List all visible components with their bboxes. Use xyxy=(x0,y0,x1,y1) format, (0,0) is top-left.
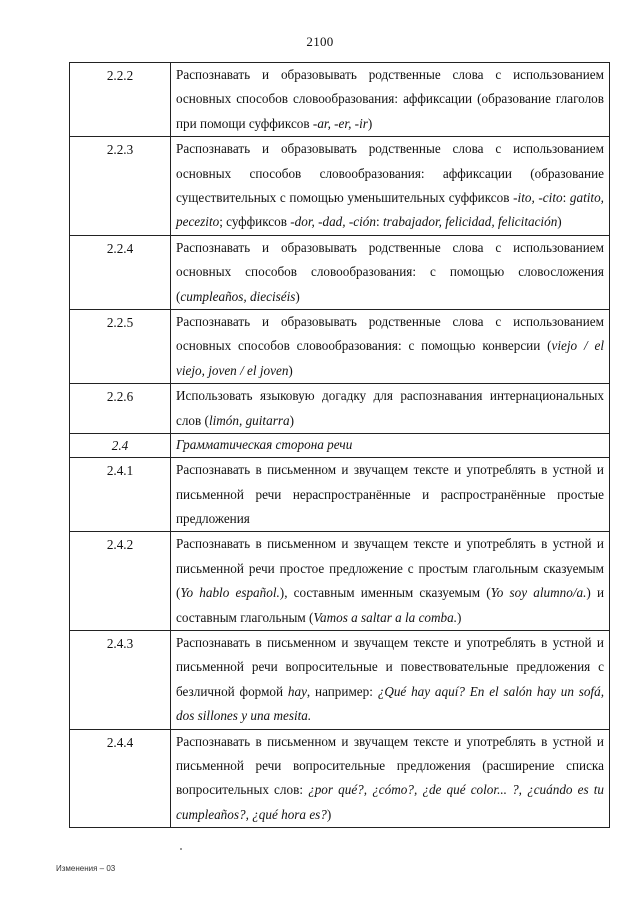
table-row xyxy=(70,458,610,532)
row-code: 2.4.1 xyxy=(70,458,171,532)
row-code: 2.4.4 xyxy=(70,729,171,828)
table-row xyxy=(70,235,610,309)
row-code: 2.2.4 xyxy=(70,235,171,309)
row-description: Распознавать в письменном и звучащем тексте и употреблять в устной и письменной речи вопросительные предложения (расширение списка вопросительных слов: ¿por qué?, ¿cómo?, ¿de qué color... ?, ¿cuándo es tu cumpleaños?, ¿qué hora es?) xyxy=(171,729,610,828)
row-description: Распознавать в письменном и звучащем тексте и употреблять в устной и письменной речи вопросительные и повествовательные предложения с безличной формой hay, например: ¿Qué hay aquí? En el salón hay un sofá, dos sillones y una mesita. xyxy=(171,630,610,729)
table-row xyxy=(70,310,610,384)
row-code: 2.2.3 xyxy=(70,137,171,236)
footer-revision: Изменения – 03 xyxy=(56,864,116,873)
row-code: 2.2.6 xyxy=(70,384,171,434)
table-row xyxy=(70,729,610,828)
section-row xyxy=(70,434,610,458)
row-description: Распознавать в письменном и звучащем тексте и употреблять в устной и письменной речи простое предложение с простым глагольным сказуемым (Yo hablo español.), составным именным сказуемым (Yo soy alumno/a.) и составным глагольным (Vamos a saltar a la comba.) xyxy=(171,532,610,631)
table-row xyxy=(70,137,610,236)
row-code: 2.4.2 xyxy=(70,532,171,631)
row-description: Распознавать и образовывать родственные слова с использованием основных способов словообразования: с помощью конверсии (viejo / el viejo, joven / el joven) xyxy=(171,310,610,384)
row-code: 2.2.5 xyxy=(70,310,171,384)
table-row xyxy=(70,63,610,137)
row-description: Распознавать и образовывать родственные слова с использованием основных способов словообразования: аффиксации (образование глаголов при помощи суффиксов -ar, -er, -ir) xyxy=(171,63,610,137)
table-body xyxy=(70,63,610,828)
table-row xyxy=(70,630,610,729)
row-code: 2.4 xyxy=(70,434,171,458)
row-description: Распознавать в письменном и звучащем тексте и употреблять в устной и письменной речи нераспространённые и распространённые простые предложения xyxy=(171,458,610,532)
curriculum-table xyxy=(69,62,610,828)
table-row xyxy=(70,532,610,631)
section-title: Грамматическая сторона речи xyxy=(171,434,610,458)
row-description: Использовать языковую догадку для распознавания интернациональных слов (limón, guitarra) xyxy=(171,384,610,434)
row-description: Распознавать и образовывать родственные слова с использованием основных способов словообразования: аффиксации (образование существительных с помощью уменьшительных суффиксов -ito, -cito: gatito, pecezito; суффиксов -dor, -dad, -ción: trabajador, felicidad, felicitación) xyxy=(171,137,610,236)
table-row xyxy=(70,384,610,434)
row-description: Распознавать и образовывать родственные слова с использованием основных способов словообразования: с помощью словосложения (cumpleaños, dieciséis) xyxy=(171,235,610,309)
row-code: 2.2.2 xyxy=(70,63,171,137)
row-code: 2.4.3 xyxy=(70,630,171,729)
scan-speck xyxy=(180,848,182,850)
page-number: 2100 xyxy=(306,34,334,49)
